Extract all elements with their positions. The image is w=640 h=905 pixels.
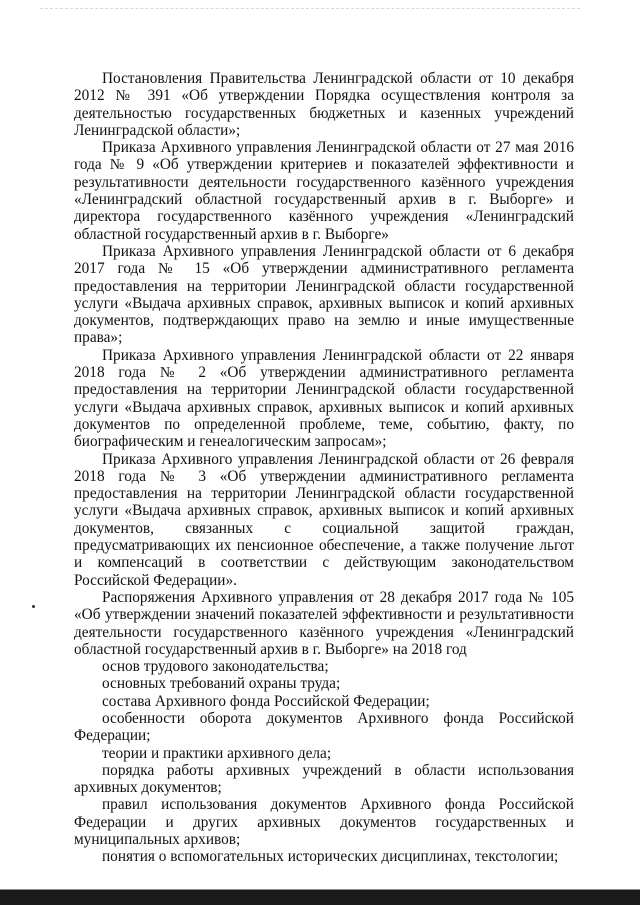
scan-edge-top bbox=[40, 8, 580, 9]
list-item-document-turnover: особенности оборота документов Архивного фонда Российской Федерации; bbox=[74, 709, 574, 745]
paragraph-order-9: Приказа Архивного управления Ленинградской области от 27 мая 2016 года № 9 «Об утверждении критериев и показателей эффективности и результативности деятельности государственного казённого учреждения «Ленинградский областной государственный архив в г. Выборге» и директора государственного казённого учреждения «Ленинградский областной государственный архив в г. Выборге» bbox=[74, 139, 574, 243]
list-item-labor-law: основ трудового законодательства; bbox=[102, 658, 329, 676]
scan-speck bbox=[32, 605, 35, 608]
scan-edge-bottom bbox=[0, 885, 640, 905]
list-item-labor-safety: основных требований охраны труда; bbox=[102, 675, 341, 693]
paragraph-order-15: Приказа Архивного управления Ленинградской области от 6 декабря 2017 года № 15 «Об утверждении административного регламента предоставления на территории Ленинградской области государственной услуги «Выдача архивных справок, архивных выписок и копий архивных документов, подтверждающих право на землю и иные имущественные права»; bbox=[74, 242, 574, 347]
paragraph-order-2: Приказа Архивного управления Ленинградской области от 22 января 2018 года № 2 «Об утверждении административного регламента предоставления на территории Ленинградской области государственной услуги «Выдача архивных справок, архивных выписок и копий архивных документов по определенной проблеме, теме, событию, факту, по биографическим и генеалогическим запросам»; bbox=[74, 346, 574, 451]
list-item-usage-rules: правил использования документов Архивного фонда Российской Федерации и других архивных документов государственных и муниципальных архивов; bbox=[74, 796, 574, 849]
paragraph-order-3: Приказа Архивного управления Ленинградской области от 26 февраля 2018 года № 3 «Об утверждении административного регламента предоставления на территории Ленинградской области государственной услуги «Выдача архивных справок, архивных выписок и копий архивных документов, связанных с социальной защитой граждан, предусматривающих их пенсионное обеспечение, а также получение льгот и компенсаций в соответствии с действующим законодательством Российской Федерации». bbox=[74, 450, 574, 589]
list-item-auxiliary-disciplines: понятия о вспомогательных исторических дисциплинах, текстологии; bbox=[102, 848, 559, 866]
paragraph-resolution-391: Постановления Правительства Ленинградской области от 10 декабря 2012 № 391 «Об утверждении Порядка осуществления контроля за деятельностью государственных бюджетных и казенных учреждений Ленинградской области»; bbox=[74, 70, 574, 139]
paragraph-directive-105: Распоряжения Архивного управления от 28 декабря 2017 года № 105 «Об утверждении значений показателей эффективности и результативности деятельности государственного казённого учреждения «Ленинградский областной государственный архив в г. Выборге» на 2018 год bbox=[74, 588, 574, 658]
list-item-archive-procedures: порядка работы архивных учреждений в области использования архивных документов; bbox=[74, 761, 574, 797]
document-body bbox=[74, 70, 574, 866]
list-item-archival-theory: теории и практики архивного дела; bbox=[102, 744, 332, 762]
list-item-archive-fund: состава Архивного фонда Российской Федерации; bbox=[102, 692, 430, 710]
